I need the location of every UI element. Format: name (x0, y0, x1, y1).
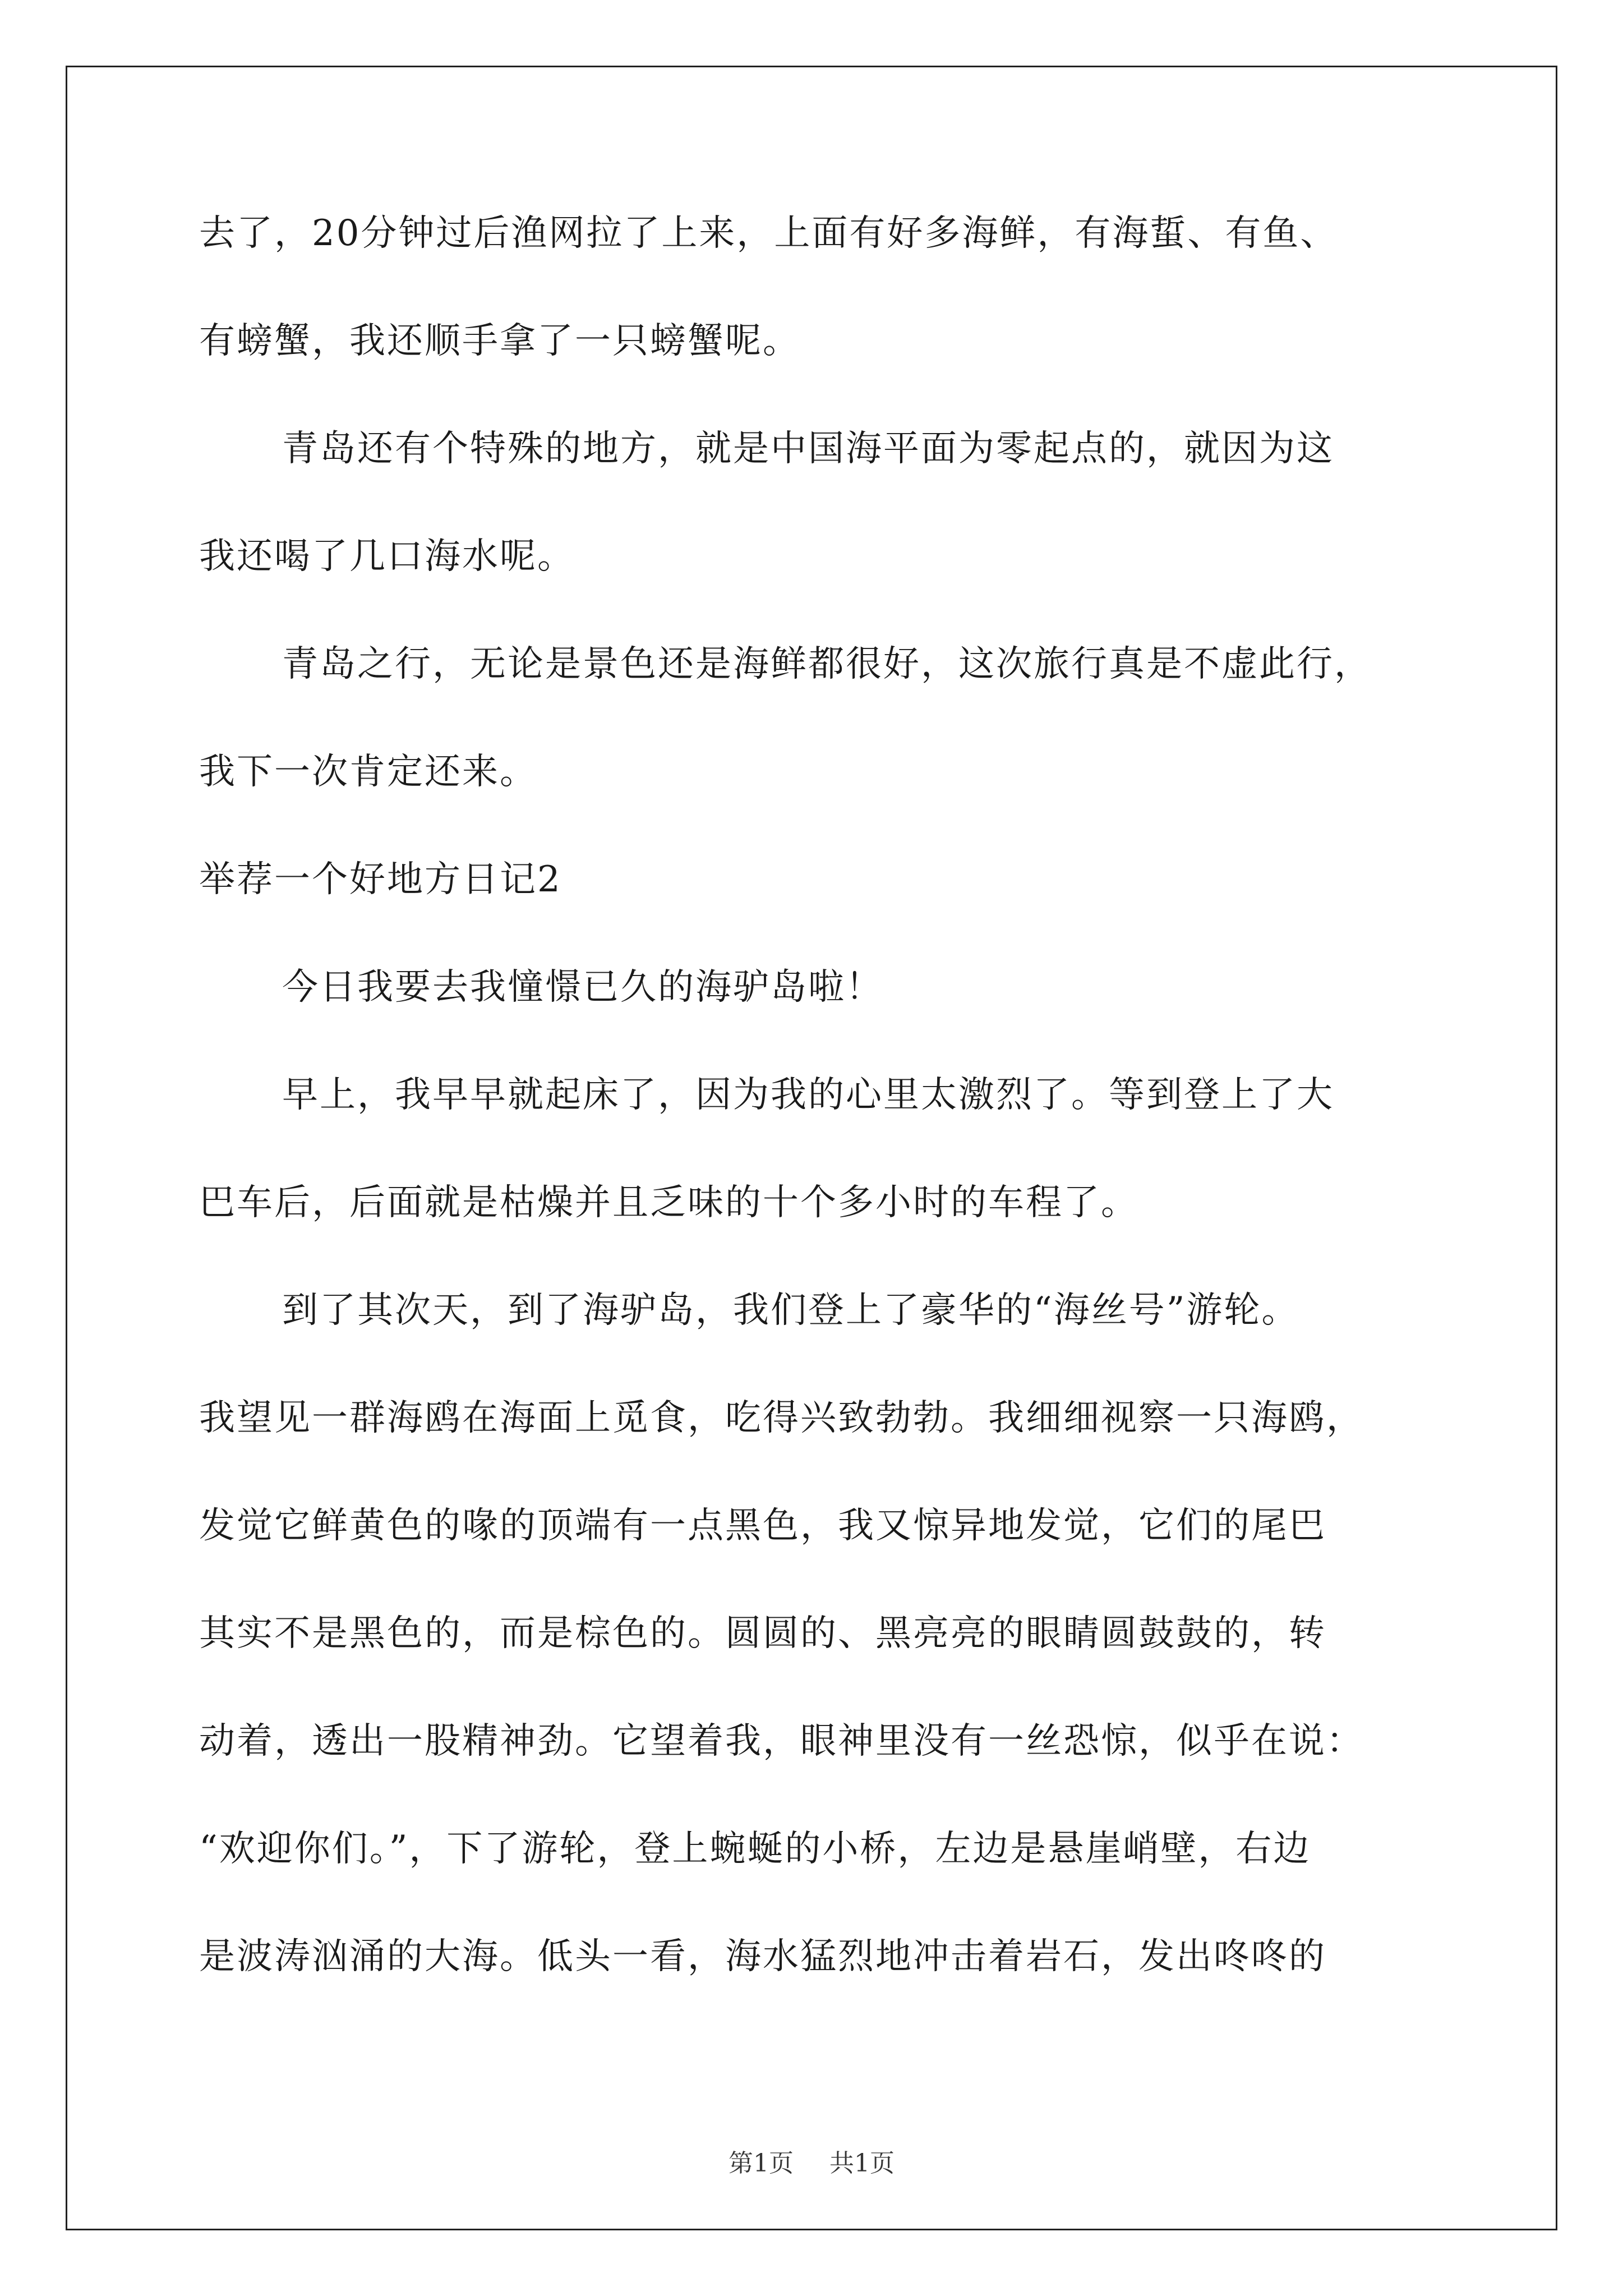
text-line: 有螃蟹，我还顺手拿了一只螃蟹呢。 (199, 320, 800, 362)
text-line: 发觉它鲜黄色的喙的顶端有一点黑色，我又惊异地发觉，它们的尾巴 (199, 1505, 1326, 1547)
text-line: 去了，20分钟过后渔网拉了上来，上面有好多海鲜，有海蜇、有鱼、 (199, 213, 1338, 254)
text-line: 动着，透出一股精神劲。它望着我，眼神里没有一丝恐惊，似乎在说： (199, 1720, 1364, 1762)
text-line: 我下一次肯定还来。 (199, 751, 537, 793)
text-line: 巴车后，后面就是枯燥并且乏味的十个多小时的车程了。 (199, 1182, 1138, 1223)
text-line: 我望见一群海鸥在海面上觅食，吃得兴致勃勃。我细细视察一只海鸥， (199, 1397, 1364, 1439)
page-footer (0, 2143, 1623, 2179)
paragraph-start-line: 早上，我早早就起床了，因为我的心里太激烈了。等到登上了大 (282, 1074, 1334, 1116)
text-line: 是波涛汹涌的大海。低头一看，海水猛烈地冲击着岩石，发出咚咚的 (199, 1936, 1326, 1977)
page-number: 第1页 (728, 2149, 794, 2178)
paragraph-start-line: 今日我要去我憧憬已久的海驴岛啦！ (282, 967, 883, 1008)
page-total: 共1页 (829, 2149, 895, 2178)
paragraph-start-line: 青岛还有个特殊的地方，就是中国海平面为零起点的，就因为这 (282, 428, 1334, 470)
paragraph-start-line: 青岛之行，无论是景色还是海鲜都很好，这次旅行真是不虚此行， (282, 643, 1372, 685)
paragraph-start-line: 到了其次天，到了海驴岛，我们登上了豪华的“海丝号”游轮。 (282, 1290, 1299, 1331)
text-line: “欢迎你们。”，下了游轮，登上蜿蜒的小桥，左边是悬崖峭壁，右边 (199, 1828, 1311, 1870)
text-line: 我还喝了几口海水呢。 (199, 536, 575, 577)
text-line: 其实不是黑色的，而是棕色的。圆圆的、黑亮亮的眼睛圆鼓鼓的，转 (199, 1613, 1326, 1654)
document-body (199, 206, 1433, 2037)
section-heading: 举荐一个好地方日记2 (199, 859, 562, 900)
